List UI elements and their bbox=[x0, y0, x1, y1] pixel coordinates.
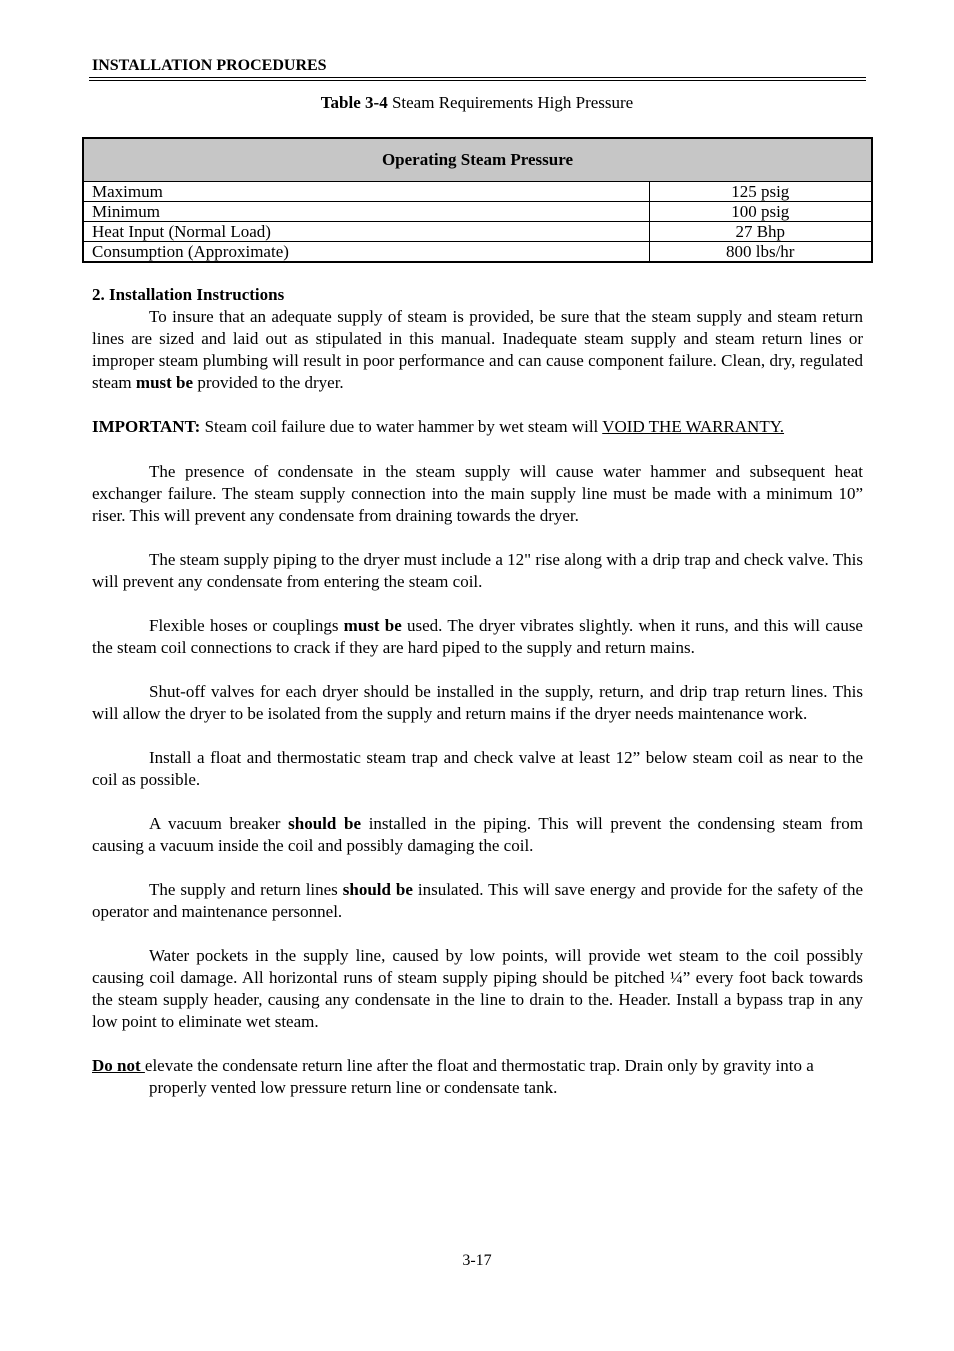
row-label: Maximum bbox=[83, 182, 649, 202]
table-caption-number: Table 3-4 bbox=[320, 93, 388, 112]
section-heading: 2. Installation Instructions bbox=[92, 285, 285, 304]
emphasis: should be bbox=[342, 880, 413, 899]
header-rule-double bbox=[89, 80, 866, 81]
table-caption bbox=[0, 93, 954, 113]
steam-requirements-table bbox=[82, 137, 873, 263]
paragraph-flexible-hoses: Flexible hoses or couplings must be used. The dryer vibrates slightly. when it runs, and this will cause the steam coil connections to crack if they are hard piped to the supply and return mains. bbox=[92, 616, 863, 657]
row-value: 100 psig bbox=[649, 202, 872, 222]
paragraph-supply-piping: The steam supply piping to the dryer must include a 12" rise along with a drip trap and check valve. This will prevent any condensate from entering the steam coil. bbox=[92, 550, 863, 591]
page-header-title: INSTALLATION PROCEDURES bbox=[92, 57, 327, 74]
paragraph-steam-trap: Install a float and thermostatic steam trap and check valve at least 12” below steam coil as near to the coil as possible. bbox=[92, 748, 863, 789]
row-label: Consumption (Approximate) bbox=[83, 242, 649, 263]
table-row bbox=[83, 202, 872, 222]
page-number: 3-17 bbox=[462, 1252, 492, 1269]
paragraph-insulation: The supply and return lines should be insulated. This will save energy and provide for the safety of the operator and maintenance personnel. bbox=[92, 880, 863, 921]
row-label: Minimum bbox=[83, 202, 649, 222]
paragraph-vacuum-breaker: A vacuum breaker should be installed in the piping. This will prevent the condensing steam from causing a vacuum inside the coil and possibly damaging the coil. bbox=[92, 814, 863, 855]
table-row bbox=[83, 182, 872, 202]
table-header-row bbox=[83, 138, 872, 182]
row-label: Heat Input (Normal Load) bbox=[83, 222, 649, 242]
table-heading: Operating Steam Pressure bbox=[83, 138, 872, 182]
emphasis: must be bbox=[343, 616, 402, 635]
paragraph-condensate: The presence of condensate in the steam supply will cause water hammer and subsequent heat exchanger failure. The steam supply connection into the main supply line must be made with a minimum 10” riser. This will prevent any condensate from draining towards the dryer. bbox=[92, 462, 863, 525]
important-label: IMPORTANT: bbox=[92, 417, 201, 436]
paragraph-shutoff-valves: Shut-off valves for each dryer should be installed in the supply, return, and drip trap return lines. This will allow the dryer to be isolated from the supply and return mains if the dryer needs maintenance work. bbox=[92, 682, 863, 723]
emphasis: must be bbox=[135, 373, 194, 392]
row-value: 27 Bhp bbox=[649, 222, 872, 242]
row-value: 800 lbs/hr bbox=[649, 242, 872, 263]
paragraph-intro: To insure that an adequate supply of steam is provided, be sure that the steam supply and steam return lines are sized and laid out as stipulated in this manual. Inadequate steam supply and steam return lines or improper steam plumbing will result in poor performance and can cause component failure. Clean, dry, regulated steam must be provided to the dryer. bbox=[92, 307, 863, 392]
installation-instructions bbox=[92, 284, 863, 1099]
emphasis: should be bbox=[288, 814, 362, 833]
important-notice: IMPORTANT: Steam coil failure due to water hammer by wet steam will VOID THE WARRANTY. bbox=[92, 417, 785, 436]
row-value: 125 psig bbox=[649, 182, 872, 202]
donot-label: Do not bbox=[92, 1056, 145, 1075]
paragraph-water-pockets: Water pockets in the supply line, caused by low points, will provide wet steam to the coil possibly causing coil damage. All horizontal runs of steam supply piping should be pitched ¼” every foot back towards the steam supply header, causing any condensate in the line to drain to the. Header. Install a bypass trap in any low point to eliminate wet steam. bbox=[92, 946, 863, 1031]
header-rule bbox=[89, 77, 866, 78]
warranty-warning: VOID THE WARRANTY. bbox=[602, 417, 785, 436]
donot-notice: Do not elevate the condensate return line after the float and thermostatic trap. Drain only by gravity into a properly vented low pressure return line or condensate tank. bbox=[92, 1056, 814, 1097]
table-row bbox=[83, 242, 872, 263]
table-row bbox=[83, 222, 872, 242]
table-caption-text: Steam Requirements High Pressure bbox=[387, 93, 634, 112]
